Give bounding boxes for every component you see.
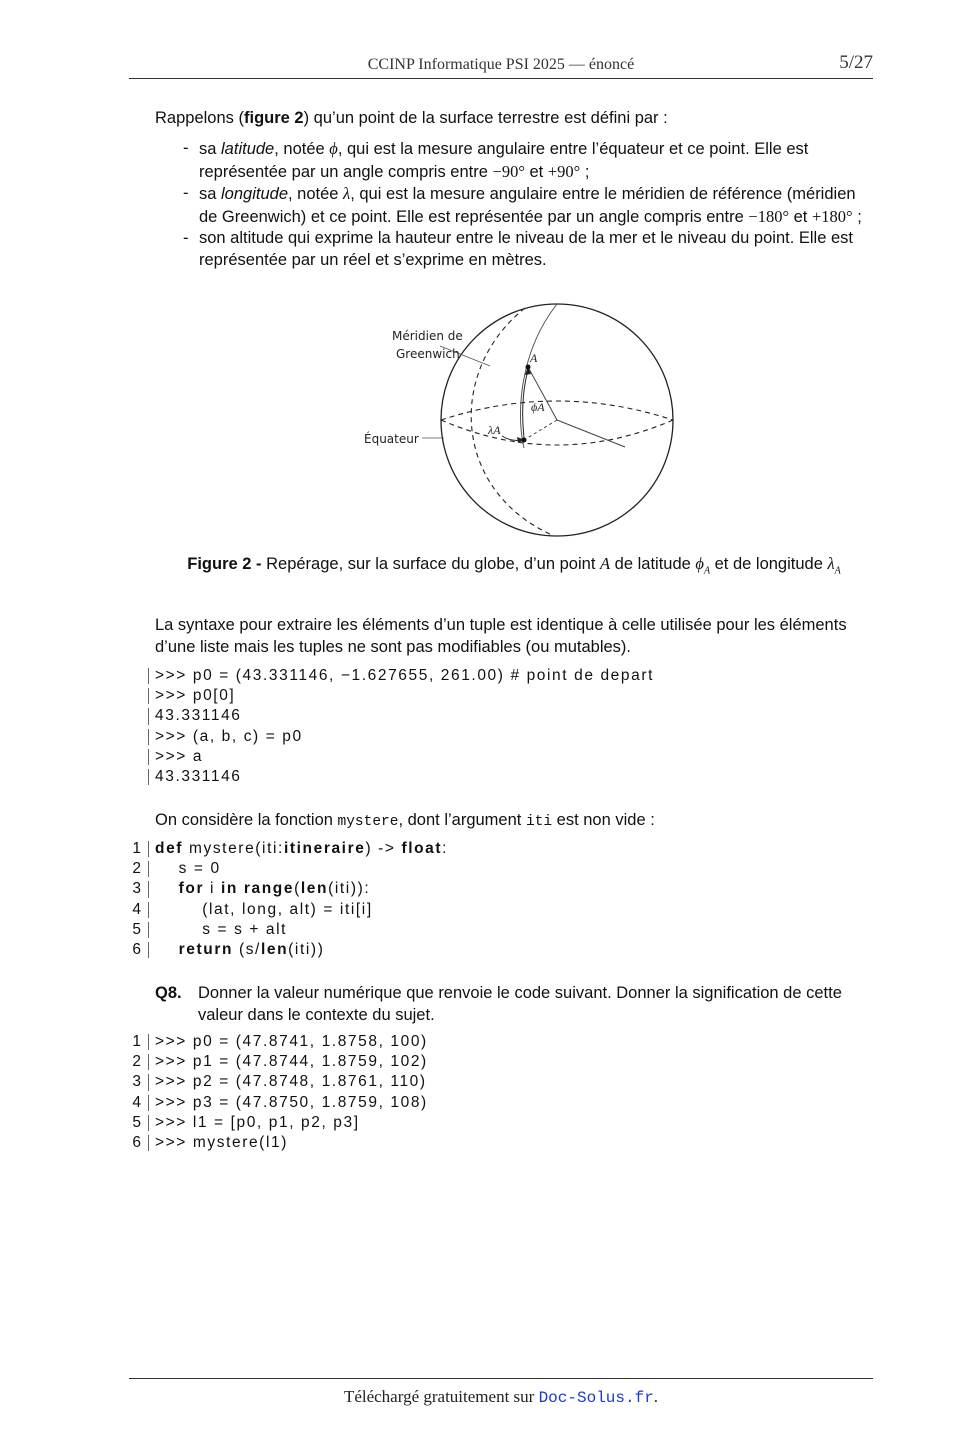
code-token bbox=[155, 941, 179, 958]
code-line bbox=[129, 1052, 889, 1072]
symbol-lambda: λ bbox=[343, 184, 351, 203]
argument-name: iti bbox=[525, 814, 553, 830]
text: ; bbox=[580, 162, 590, 181]
code-line bbox=[129, 747, 889, 767]
label-meridien: Méridien de bbox=[392, 329, 463, 343]
radius-equator bbox=[524, 420, 557, 440]
tuple-paragraph: La syntaxe pour extraire les éléments d’un tuple est identique à celle utilisée pour les éléments d’une liste mais les tuples ne sont pas modifiables (ou mutables). bbox=[155, 616, 847, 656]
caption-subscript: A bbox=[703, 565, 711, 577]
code-line bbox=[129, 767, 889, 787]
code-token bbox=[155, 880, 179, 897]
code-line bbox=[129, 686, 889, 706]
line-number: 2 bbox=[132, 860, 141, 878]
code-token: : bbox=[442, 840, 449, 857]
code-text: >>> a bbox=[155, 747, 204, 765]
code-line bbox=[129, 900, 889, 920]
intro-paragraph bbox=[155, 108, 873, 130]
function-name: mystere bbox=[337, 814, 399, 830]
figure-caption bbox=[129, 554, 899, 576]
code-text: >>> p2 = (47.8748, 1.8761, 110) bbox=[155, 1073, 427, 1091]
code-token: mystere(iti: bbox=[183, 840, 284, 857]
caption-text: de latitude bbox=[610, 555, 696, 573]
caption-text: Repérage, sur la surface du globe, d’un point bbox=[261, 555, 600, 573]
definition-list bbox=[183, 138, 873, 271]
page-header bbox=[129, 54, 873, 79]
code-token: ) -> bbox=[365, 840, 402, 857]
list-item-altitude: - son altitude qui exprime la hauteur entre le niveau de la mer et le niveau du point. Elle est représentée par un réel et s’exprime en mètres. bbox=[183, 228, 873, 271]
keyword: return bbox=[178, 940, 234, 958]
code-text bbox=[155, 920, 287, 940]
line-divider bbox=[148, 1115, 149, 1131]
value-max: +180° bbox=[811, 206, 853, 226]
code-line bbox=[129, 1093, 889, 1113]
code-token: (lat, long, alt) = iti[i] bbox=[155, 900, 373, 918]
text: , qui est la mesure angulaire entre le méridien de référence (méridien de Greenwich) et ce point. Elle est représentée par un angle compris entre bbox=[199, 185, 856, 226]
code-line bbox=[129, 1133, 889, 1153]
value-min: −180° bbox=[748, 206, 790, 226]
code-line bbox=[129, 706, 889, 726]
list-item-latitude bbox=[183, 138, 873, 183]
text: , qui est la mesure angulaire entre l’équateur et ce point. Elle est représentée par un angle compris entre bbox=[199, 140, 809, 181]
function-paragraph bbox=[155, 810, 873, 834]
code-block-mystere bbox=[129, 839, 889, 960]
term-longitude: longitude bbox=[221, 185, 288, 203]
text: , notée bbox=[288, 185, 344, 203]
line-divider bbox=[148, 942, 149, 958]
value-min: −90° bbox=[492, 161, 525, 181]
caption-point: A bbox=[599, 554, 611, 573]
text: sa bbox=[199, 185, 222, 203]
caption-subscript: A bbox=[834, 565, 841, 577]
keyword: range bbox=[243, 880, 295, 898]
line-divider bbox=[148, 1135, 149, 1151]
keyword: len bbox=[300, 880, 329, 898]
intro-text-post: ) qu’un point de la surface terrestre est défini par : bbox=[303, 109, 668, 127]
list-item-longitude bbox=[183, 183, 873, 228]
code-text bbox=[155, 879, 370, 899]
question-text: Donner la valeur numérique que renvoie le code suivant. Donner la signification de cette valeur dans le contexte du sujet. bbox=[198, 984, 842, 1024]
code-line bbox=[129, 879, 889, 899]
code-text: >>> mystere(l1) bbox=[155, 1133, 288, 1151]
caption-label: Figure 2 - bbox=[187, 555, 262, 573]
code-text: >>> p1 = (47.8744, 1.8759, 102) bbox=[155, 1053, 428, 1071]
code-line bbox=[129, 727, 889, 747]
code-text bbox=[155, 859, 221, 879]
code-text: >>> (a, b, c) = p0 bbox=[155, 727, 303, 745]
meridian-a bbox=[520, 304, 557, 448]
line-divider bbox=[148, 841, 149, 857]
text: , dont l’argument bbox=[398, 811, 526, 829]
question-q8 bbox=[155, 983, 873, 1026]
footer-text: Téléchargé gratuitement sur bbox=[343, 1387, 539, 1406]
label-equateur: Équateur bbox=[364, 432, 419, 446]
line-number: 6 bbox=[132, 1133, 141, 1151]
code-text: >>> p3 = (47.8750, 1.8759, 108) bbox=[155, 1093, 428, 1111]
footer-text: . bbox=[653, 1387, 659, 1406]
code-line bbox=[129, 1072, 889, 1092]
line-divider bbox=[148, 881, 149, 897]
line-number: 1 bbox=[132, 1033, 141, 1050]
page-number: 5/27 bbox=[839, 52, 873, 73]
code-line bbox=[129, 920, 889, 940]
code-line bbox=[129, 666, 889, 686]
footer-link[interactable]: Doc-Solus.fr bbox=[538, 1389, 654, 1407]
code-token: s = s + alt bbox=[155, 920, 288, 938]
code-text: >>> p0 = (47.8741, 1.8758, 100) bbox=[155, 1033, 428, 1050]
term-latitude: latitude bbox=[221, 140, 275, 158]
keyword: in bbox=[220, 880, 238, 898]
text: est non vide : bbox=[552, 811, 655, 829]
line-number: 5 bbox=[132, 1113, 141, 1131]
line-number: 4 bbox=[132, 1093, 141, 1111]
value-max: +90° bbox=[547, 161, 581, 181]
line-number: 3 bbox=[132, 1073, 141, 1091]
equator-back bbox=[441, 401, 673, 420]
line-number: 1 bbox=[132, 840, 141, 857]
code-token: (iti)) bbox=[288, 940, 325, 958]
code-text: >>> p0 = (43.331146, −1.627655, 261.00) # point de depart bbox=[155, 667, 654, 684]
label-greenwich: Greenwich bbox=[396, 347, 460, 361]
symbol-phi: ϕ bbox=[329, 139, 338, 158]
line-divider bbox=[148, 1095, 149, 1111]
label-a: A bbox=[530, 351, 538, 365]
code-line bbox=[129, 839, 889, 859]
code-block-q8 bbox=[129, 1032, 889, 1153]
code-text: 43.331146 bbox=[155, 707, 242, 725]
caption-text: et de longitude bbox=[710, 555, 828, 573]
caption-phi: ϕ bbox=[695, 554, 704, 573]
line-number: 3 bbox=[132, 880, 141, 898]
caption-lambda: λ bbox=[827, 554, 835, 573]
text: et bbox=[524, 162, 548, 181]
label-phi: ϕA bbox=[531, 400, 545, 414]
line-divider bbox=[148, 1074, 149, 1090]
keyword: len bbox=[260, 940, 289, 958]
page-footer bbox=[129, 1378, 873, 1407]
line-number: 4 bbox=[132, 900, 141, 918]
greenwich-meridian bbox=[471, 308, 552, 535]
code-line bbox=[129, 859, 889, 879]
keyword: for bbox=[178, 880, 205, 898]
code-token: s = 0 bbox=[155, 860, 221, 878]
code-text bbox=[155, 900, 373, 920]
line-divider bbox=[148, 922, 149, 938]
code-text bbox=[155, 839, 448, 859]
header-title: CCINP Informatique PSI 2025 — énoncé bbox=[367, 56, 635, 73]
figure-reference: figure 2 bbox=[243, 109, 304, 127]
label-lambda: λA bbox=[488, 423, 501, 437]
code-token: i bbox=[204, 880, 221, 898]
text: ; bbox=[852, 207, 862, 226]
text: sa bbox=[199, 140, 222, 158]
code-token: ( bbox=[294, 880, 301, 898]
line-divider bbox=[148, 1034, 149, 1050]
line-number: 2 bbox=[132, 1053, 141, 1071]
keyword: def bbox=[155, 840, 184, 857]
code-token: (s/ bbox=[233, 940, 261, 958]
code-line bbox=[129, 1032, 889, 1052]
line-divider bbox=[148, 902, 149, 918]
keyword: itineraire bbox=[283, 840, 366, 857]
code-text: 43.331146 bbox=[155, 767, 242, 785]
line-number: 5 bbox=[132, 920, 141, 938]
point-a bbox=[526, 365, 531, 370]
code-text: >>> l1 = [p0, p1, p2, p3] bbox=[155, 1113, 360, 1131]
line-divider bbox=[148, 861, 149, 877]
text: et bbox=[789, 207, 812, 226]
intro-text-pre: Rappelons ( bbox=[155, 109, 244, 127]
code-text bbox=[155, 940, 324, 960]
line-divider bbox=[148, 1054, 149, 1070]
text: , notée bbox=[274, 140, 330, 158]
code-token: (iti)): bbox=[328, 880, 371, 898]
text: On considère la fonction bbox=[155, 811, 338, 829]
code-line bbox=[129, 1113, 889, 1133]
equator-front bbox=[441, 420, 673, 445]
point-equator bbox=[522, 438, 527, 443]
code-line bbox=[129, 940, 889, 960]
question-label: Q8. bbox=[155, 984, 182, 1002]
globe-figure bbox=[352, 300, 682, 545]
code-text: >>> p0[0] bbox=[155, 687, 236, 705]
keyword: float bbox=[401, 840, 443, 857]
line-number: 6 bbox=[132, 940, 141, 958]
code-block-tuple bbox=[129, 666, 889, 787]
